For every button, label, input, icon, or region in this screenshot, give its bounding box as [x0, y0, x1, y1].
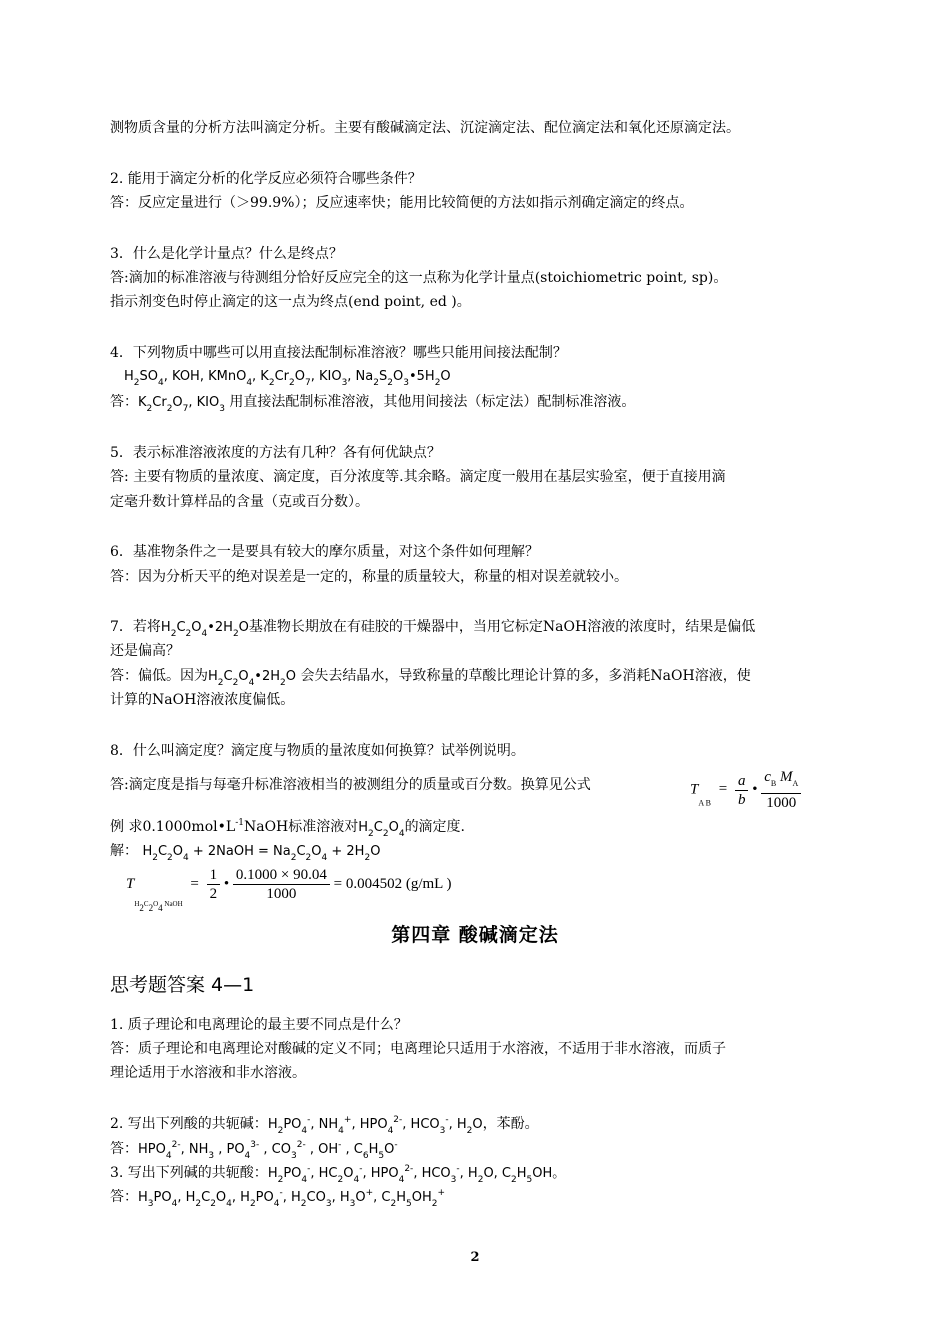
answer-7-line-2: 计算的NaOH溶液浓度偏低。 [110, 692, 295, 708]
question-4-2: 2. 写出下列酸的共轭碱：$H_2PO_4^-$, $NH_4^+$, $HPO_4^{2-}$, $HCO_3^-$, $H_2O$，苯酚。 [110, 1115, 539, 1136]
answer-4-2: 答：$HPO_4^{2-}$, $NH_3$ , $PO_4^{3-}$ , $CO_3^{2-}$ , OH- , $C_6H_5O^-$ [110, 1140, 398, 1161]
question-4-3: 3. 写出下列碱的共轭酸：$H_2PO_4^-$, $HC_2O_4^-$, $HPO_4^{2-}$, $HCO_3^-$, $H_2O$, $C_2H_5OH$。 [110, 1164, 566, 1185]
question-2: 2. 能用于滴定分析的化学反应必须符合哪些条件？ [110, 171, 422, 187]
answer-2: 答：反应定量进行（＞99.9%）；反应速率快；能用比较简便的方法如指示剂确定滴定的终点。 [110, 195, 694, 211]
answer-4-3: 答：$H_3PO_4$, $H_2C_2O_4$, $H_2PO_4^-$, $H_2CO_3$, $H_3O^+$, $C_2H_5OH_2^+$ [110, 1188, 446, 1209]
answer-4-1-line-2: 理论适用于水溶液和非水溶液。 [110, 1065, 306, 1081]
question-7: 7．若将$H_2C_2O_4•2H_2O$基准物长期放在有硅胶的干燥器中，当用它标定NaOH溶液的浓度时，结果是偏低 [110, 619, 756, 639]
answer-6: 答：因为分析天平的绝对误差是一定的，称量的质量较大，称量的相对误差就较小。 [110, 569, 628, 585]
question-3: 3．什么是化学计量点？什么是终点？ [110, 246, 343, 262]
page-number: 2 [470, 1250, 480, 1265]
titer-formula: $T_{A B}$ = $\frac{a}{b}$ • $\frac{c_B M_A}{1000}$ [690, 768, 801, 812]
question-5: 5．表示标准溶液浓度的方法有几种？各有何优缺点？ [110, 445, 441, 461]
section-heading: 思考题答案 4—1 [110, 974, 255, 996]
answer-3-line-2: 指示剂变色时停止滴定的这一点为终点(end point, ed )。 [110, 294, 471, 310]
example-line: 例 求$0.1000mol•L^{-1}NaOH$标准溶液对$H_2C_2O_4$的滴定度. [110, 818, 466, 839]
question-7-line-2: 还是偏高？ [110, 643, 180, 659]
answer-5-line-1: 答: 主要有物质的量浓度、滴定度，百分浓度等.其余略。滴定度一般用在基层实验室，便于直接用滴 [110, 469, 726, 485]
question-6: 6．基准物条件之一是要具有较大的摩尔质量，对这个条件如何理解？ [110, 544, 539, 560]
chemical-list: $H_2SO_4$, KOH, KMnO$_4$, $K_2Cr_2O_7$, $KIO_3$, $Na_2S_2O_3•5H_2O$ [124, 369, 451, 388]
question-4-1: 1. 质子理论和电离理论的最主要不同点是什么？ [110, 1017, 408, 1033]
answer-4: 答：$K_2Cr_2O_7$, $KIO_3$ 用直接法配制标准溶液，其他用间接法（标定法）配制标准溶液。 [110, 394, 636, 414]
answer-3-line-1: 答:滴加的标准溶液与待测组分恰好反应完全的这一点称为化学计量点(stoichiometric point, sp)。 [110, 270, 728, 286]
answer-5-line-2: 定毫升数计算样品的含量（克或百分数）。 [110, 494, 369, 510]
paragraph-line: 测物质含量的分析方法叫滴定分析。主要有酸碱滴定法、沉淀滴定法、配位滴定法和氧化还原滴定法。 [110, 120, 740, 136]
answer-7: 答：偏低。因为$H_2C_2O_4•2H_2O$ 会失去结晶水，导致称量的草酸比理论计算的多，多消耗NaOH溶液，使 [110, 668, 751, 688]
titer-calculation: $T_{H_2C_2O_4 NaOH}$ = $\frac{1}{2}$ • $\frac{0.1000 \times 90.04}{1000}$ = 0.004502 (g/mL ) [126, 867, 452, 913]
answer-8: 答:滴定度是指与每毫升标准溶液相当的被测组分的质量或百分数。换算见公式 [110, 777, 591, 793]
question-8: 8．什么叫滴定度？滴定度与物质的量浓度如何换算？试举例说明。 [110, 743, 525, 759]
question-4: 4．下列物质中哪些可以用直接法配制标准溶液？哪些只能用间接法配制？ [110, 345, 567, 361]
chapter-heading: 第四章 酸碱滴定法 [391, 924, 559, 946]
answer-4-1-line-1: 答：质子理论和电离理论对酸碱的定义不同；电离理论只适用于水溶液，不适用于非水溶液，而质子 [110, 1041, 726, 1057]
solution-line: 解： $H_2C_2O_4$ + 2NaOH = $Na_2C_2O_4 + 2H_2O$ [110, 843, 381, 863]
